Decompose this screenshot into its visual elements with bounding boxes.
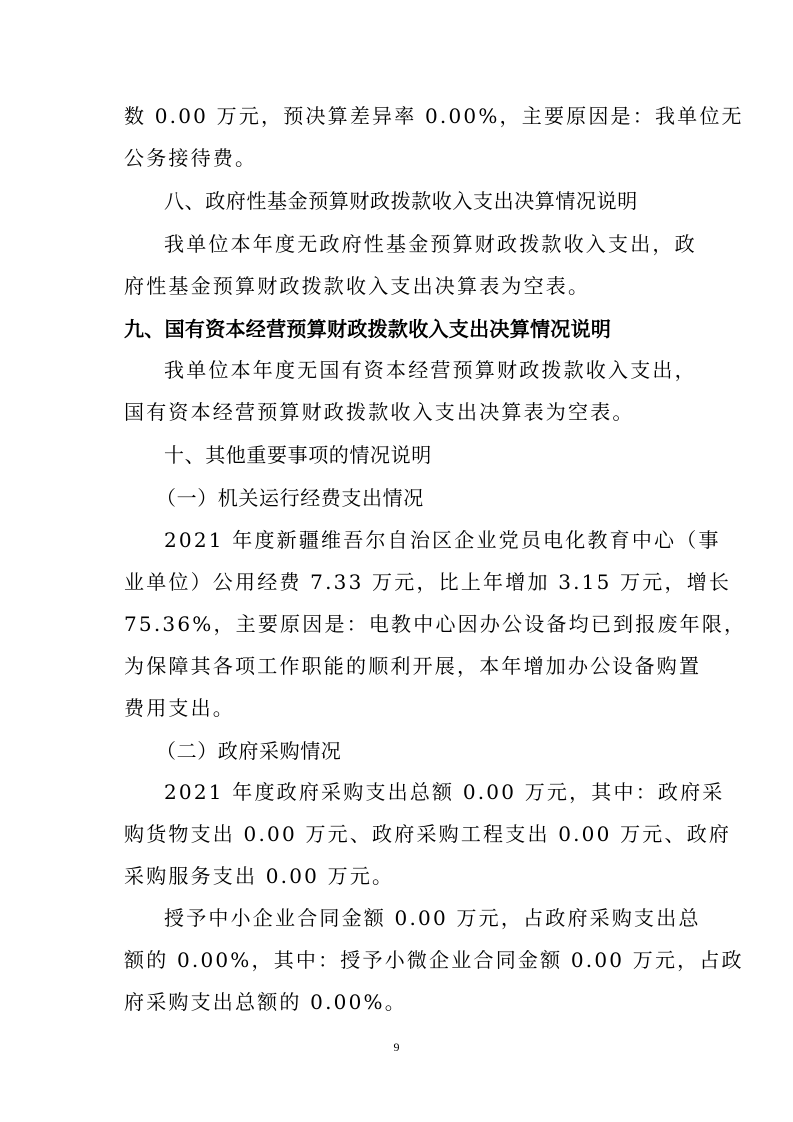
- subsection-heading-2: （二）政府采购情况: [156, 739, 342, 763]
- section-heading-10: 十、其他重要事项的情况说明: [164, 443, 432, 467]
- body-text-line: 费用支出。: [124, 696, 235, 720]
- body-text-line: 公务接待费。: [124, 146, 258, 170]
- body-text-line: 我单位本年度无政府性基金预算财政拨款收入支出，政: [164, 232, 697, 256]
- body-text-line: 府性基金预算财政拨款收入支出决算表为空表。: [124, 274, 591, 298]
- body-text-line: 数 0.00 万元，预决算差异率 0.00%，主要原因是：我单位无: [124, 104, 744, 128]
- body-text-line: 采购服务支出 0.00 万元。: [124, 864, 395, 888]
- body-text-line: 国有资本经营预算财政拨款收入支出决算表为空表。: [124, 400, 635, 424]
- body-text-line: 2021 年度政府采购支出总额 0.00 万元，其中：政府采: [164, 780, 725, 804]
- body-text-line: 府采购支出总额的 0.00%。: [124, 990, 407, 1014]
- body-text-line: 购货物支出 0.00 万元、政府采购工程支出 0.00 万元、政府: [124, 822, 732, 846]
- body-text-line: 2021 年度新疆维吾尔自治区企业党员电化教育中心（事: [164, 528, 721, 552]
- subsection-heading-1: （一）机关运行经费支出情况: [156, 486, 424, 510]
- section-heading-8: 八、政府性基金预算财政拨款收入支出决算情况说明: [164, 189, 638, 213]
- body-text-line: 为保障其各项工作职能的顺利开展，本年增加办公设备购置: [124, 654, 702, 678]
- section-heading-9: 九、国有资本经营预算财政拨款收入支出决算情况说明: [124, 317, 612, 341]
- body-text-line: 75.36%，主要原因是：电教中心因办公设备均已到报废年限，: [124, 612, 747, 636]
- body-text-line: 授予中小企业合同金额 0.00 万元，占政府采购支出总: [164, 906, 701, 930]
- body-text-line: 业单位）公用经费 7.33 万元，比上年增加 3.15 万元，增长: [124, 570, 732, 594]
- body-text-line: 我单位本年度无国有资本经营预算财政拨款收入支出，: [164, 358, 697, 382]
- page-number: 9: [393, 1040, 400, 1054]
- body-text-line: 额的 0.00%，其中：授予小微企业合同金额 0.00 万元，占政: [124, 948, 744, 972]
